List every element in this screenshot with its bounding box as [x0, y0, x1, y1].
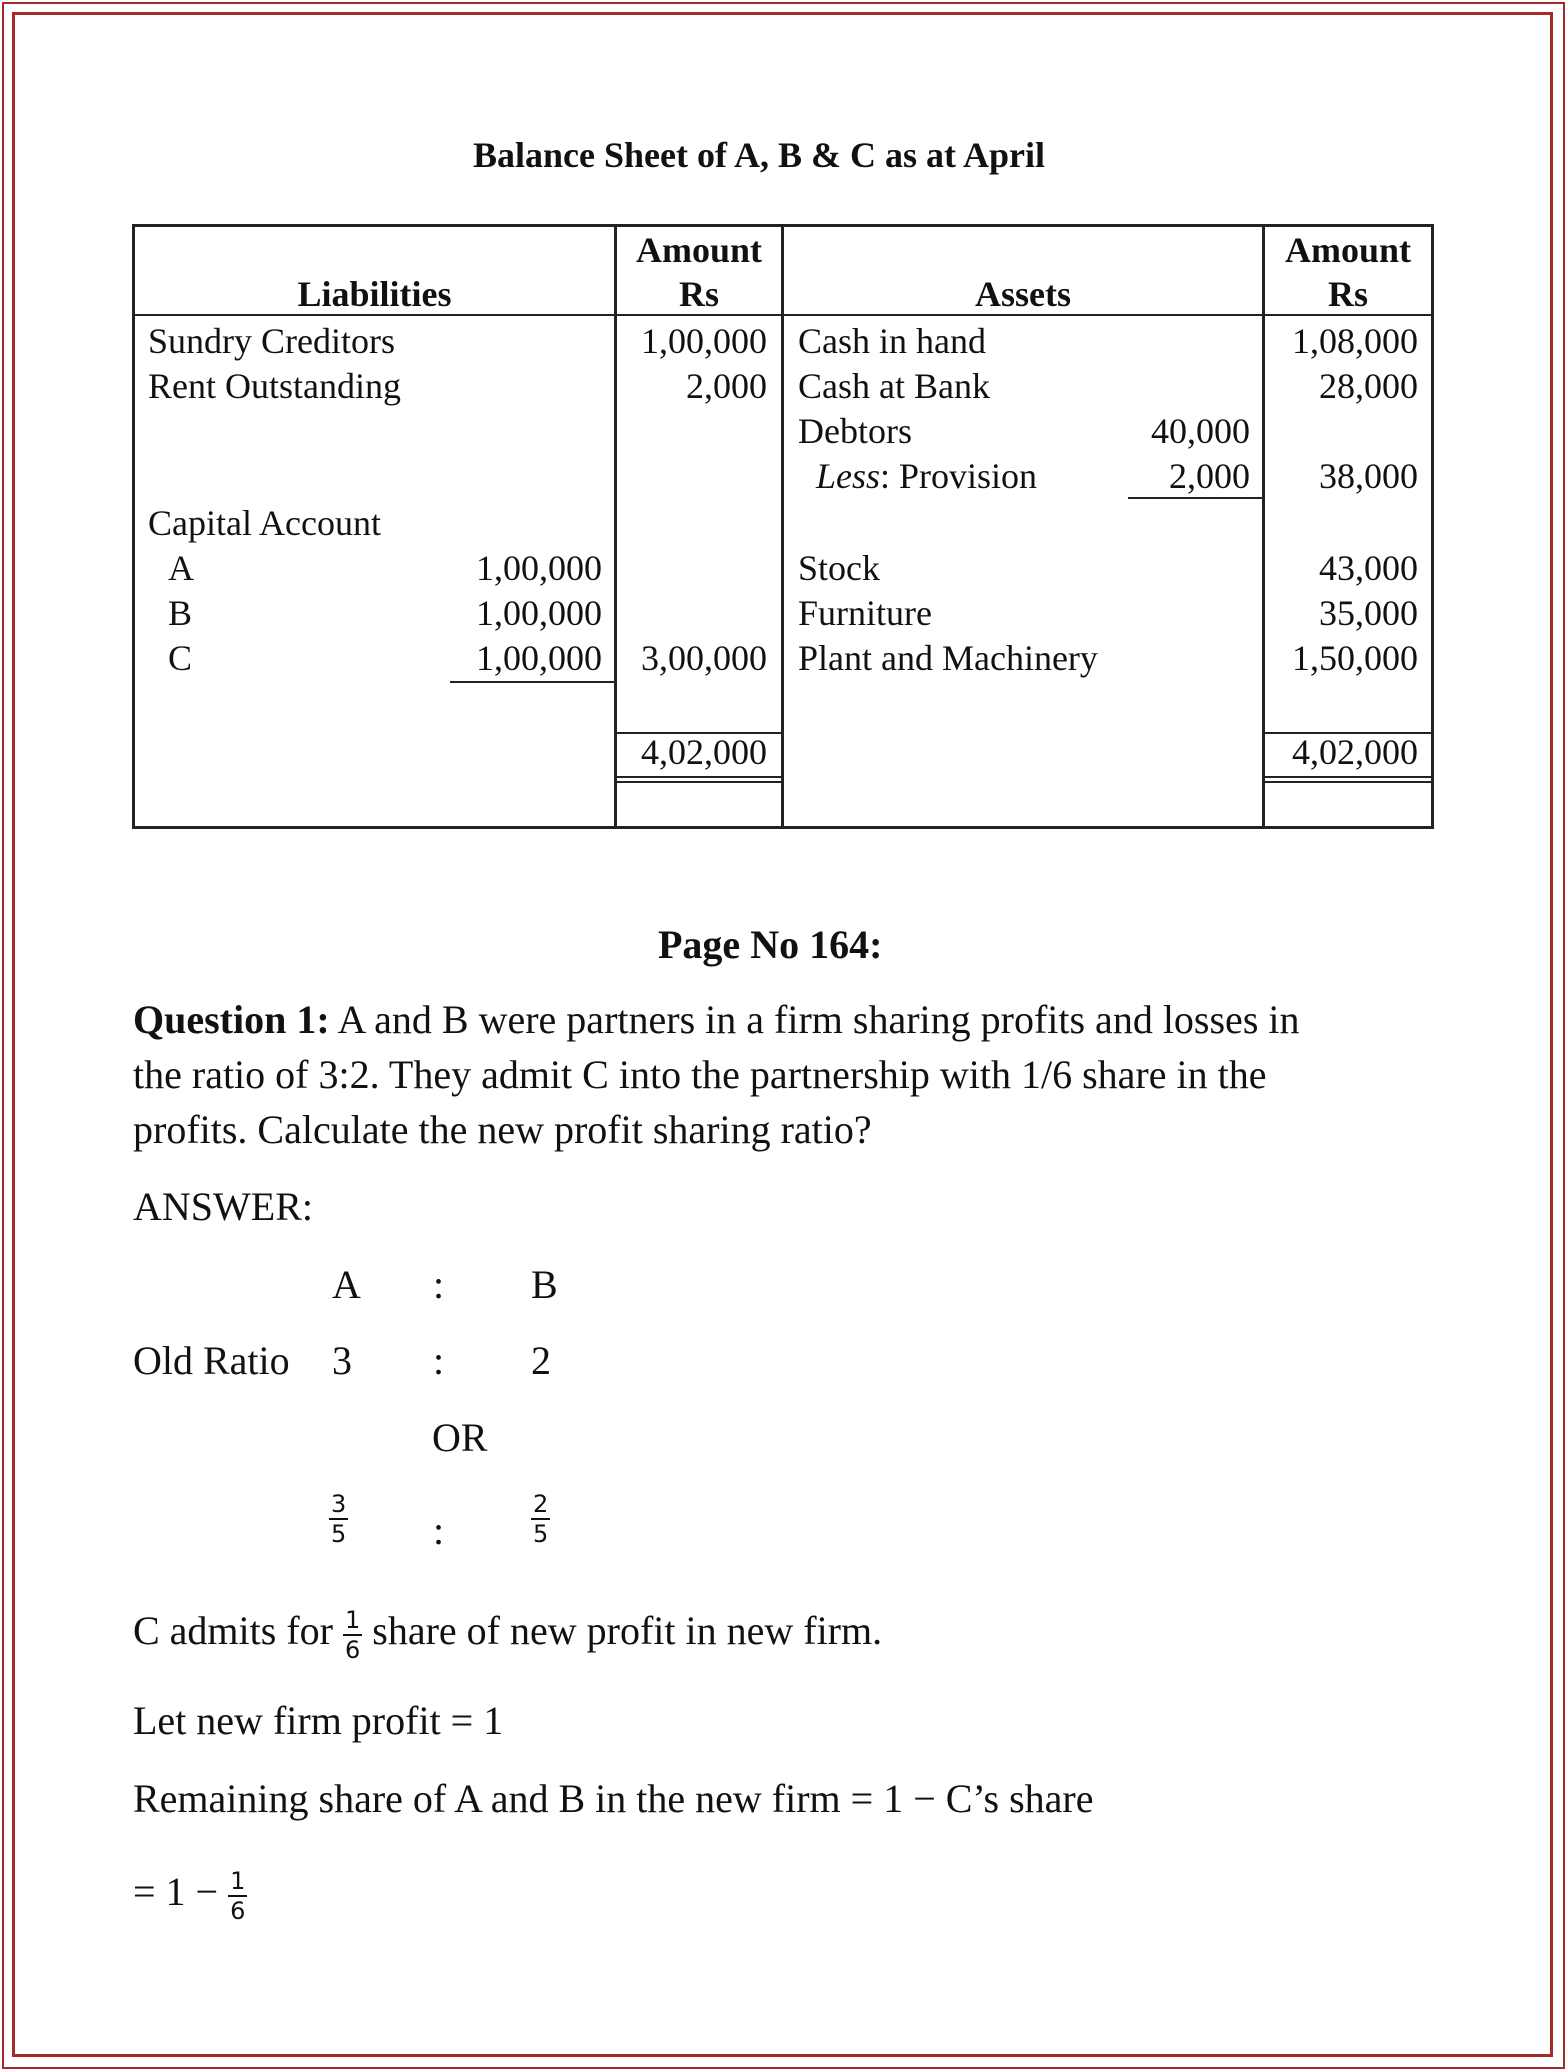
- liability-sundry-creditors: Sundry Creditors: [148, 321, 395, 361]
- liabilities-total: 4,02,000: [641, 732, 767, 772]
- liability-sundry-creditors-amount: 1,00,000: [641, 321, 767, 361]
- old-ratio-colon: :: [433, 1338, 445, 1383]
- asset-stock: Stock: [798, 548, 881, 588]
- balance-sheet-title: Balance Sheet of A, B & C as at April: [473, 135, 1045, 175]
- c-share-numerator: 1: [344, 1605, 361, 1634]
- final-expression: [133, 1864, 247, 1925]
- final-expression-text: = 1 −: [133, 1869, 219, 1914]
- header-amount-liabilities: Amount: [635, 230, 763, 270]
- fraction-a: [329, 1490, 348, 1548]
- liability-rent-outstanding: Rent Outstanding: [148, 366, 401, 406]
- ratio-head-b: B: [531, 1262, 558, 1307]
- less-label: Less: [816, 456, 881, 496]
- header-assets: Assets: [975, 274, 1071, 314]
- capital-partner-b: B: [168, 593, 193, 633]
- asset-cash-at-bank-amount: 28,000: [1319, 366, 1418, 406]
- provision-label: : Provision: [880, 456, 1038, 496]
- page-number-heading: Page No 164:: [658, 922, 883, 967]
- fraction-b-denominator: 5: [533, 1520, 549, 1548]
- final-denominator: 6: [230, 1896, 246, 1925]
- asset-debtors-provision-amount: 2,000: [1169, 456, 1250, 496]
- fraction-b-numerator: 2: [533, 1490, 549, 1518]
- capital-partner-a-amount: 1,00,000: [476, 548, 602, 588]
- capital-partner-b-amount: 1,00,000: [476, 593, 602, 633]
- c-admits-rest: share of new profit in new firm.: [372, 1608, 883, 1653]
- header-amount-assets: Amount: [1284, 230, 1412, 270]
- old-ratio-a: 3: [332, 1338, 352, 1383]
- remaining-share-line: Remaining share of A and B in the new firm = 1 − C’s share: [133, 1776, 1094, 1821]
- question-text-1: A and B were partners in a firm sharing profits and losses in: [329, 997, 1300, 1042]
- capital-account-label: Capital Account: [148, 503, 381, 543]
- asset-debtors-net-amount: 38,000: [1319, 456, 1418, 496]
- final-numerator: 1: [230, 1866, 246, 1895]
- old-ratio-b: 2: [531, 1338, 551, 1383]
- asset-plant-machinery-amount: 1,50,000: [1292, 638, 1418, 678]
- question-line-3: profits. Calculate the new profit sharing ratio?: [133, 1107, 872, 1152]
- asset-plant-machinery: Plant and Machinery: [798, 638, 1098, 678]
- liability-rent-outstanding-amount: 2,000: [686, 366, 767, 406]
- asset-debtors: Debtors: [798, 411, 912, 451]
- asset-furniture: Furniture: [798, 593, 932, 633]
- asset-debtors-gross: 40,000: [1151, 411, 1250, 451]
- or-label: OR: [432, 1415, 488, 1460]
- c-share-denominator: 6: [344, 1635, 361, 1664]
- header-amount-assets-unit: Rs: [1327, 274, 1368, 314]
- capital-partner-c: C: [168, 638, 193, 678]
- asset-debtors-provision-label: [816, 454, 1037, 499]
- asset-stock-amount: 43,000: [1319, 548, 1418, 588]
- fraction-colon: :: [433, 1508, 445, 1553]
- question-line-1: [133, 992, 1300, 1047]
- let-profit-line: Let new firm profit = 1: [133, 1698, 504, 1743]
- capital-partner-c-amount: 1,00,000: [476, 638, 602, 678]
- header-amount-liabilities-unit: Rs: [678, 274, 719, 314]
- capital-total-amount: 3,00,000: [641, 638, 767, 678]
- fraction-a-denominator: 5: [331, 1520, 347, 1548]
- asset-furniture-amount: 35,000: [1319, 593, 1418, 633]
- fraction-b: [531, 1490, 550, 1548]
- answer-label: ANSWER:: [133, 1184, 313, 1229]
- c-admits-line: [133, 1603, 882, 1664]
- question-label: Question 1:: [133, 997, 330, 1042]
- ratio-head-a: A: [332, 1262, 361, 1307]
- assets-total: 4,02,000: [1292, 732, 1418, 772]
- c-admits-text: C admits for: [133, 1608, 333, 1653]
- question-line-2: the ratio of 3:2. They admit C into the partnership with 1/6 share in the: [133, 1052, 1267, 1097]
- header-liabilities: Liabilities: [297, 274, 452, 314]
- capital-partner-a: A: [168, 548, 194, 588]
- asset-cash-in-hand-amount: 1,08,000: [1292, 321, 1418, 361]
- old-ratio-label: Old Ratio: [133, 1338, 290, 1383]
- asset-cash-at-bank: Cash at Bank: [798, 366, 990, 406]
- asset-cash-in-hand: Cash in hand: [798, 321, 986, 361]
- ratio-head-colon: :: [433, 1262, 445, 1307]
- fraction-a-numerator: 3: [331, 1490, 347, 1518]
